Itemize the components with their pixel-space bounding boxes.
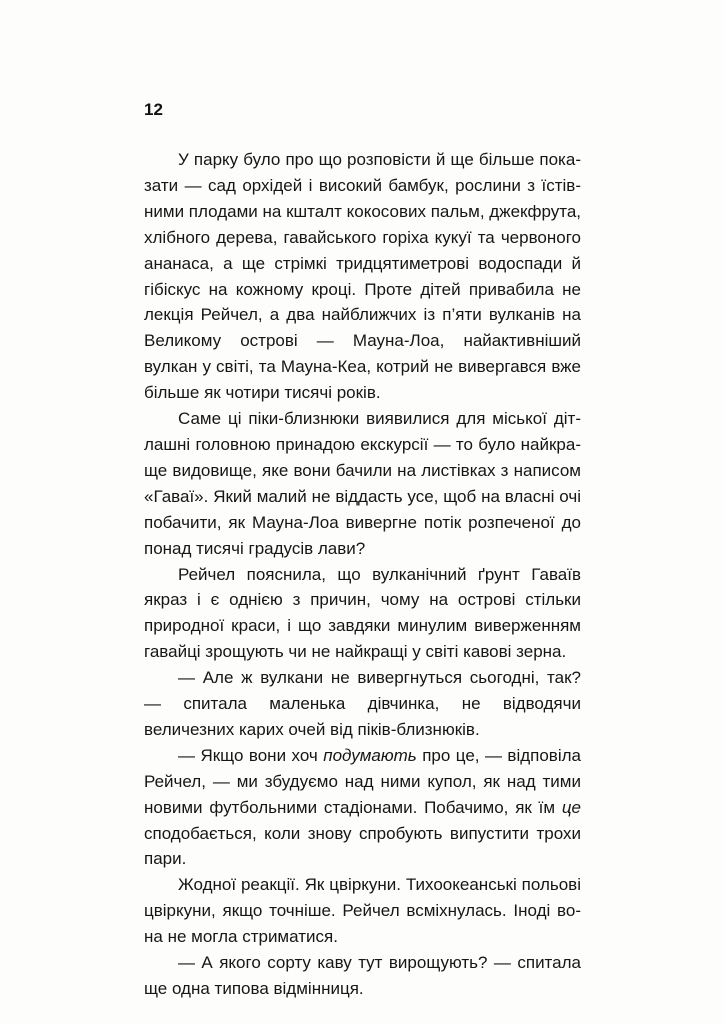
paragraph xyxy=(144,562,581,666)
paragraph-text: про це, — відповіла Рейчел, — ми збудуємо над ними купол, як над тими новими футбольними стадіонами. Побачимо, як їм xyxy=(144,745,581,817)
paragraph-text: Саме ці піки-близнюки виявилися для міської дітлашні головною принадою екскурсії — то було найкраще видовище, яке вони бачили на листівках з написом «Гаваї». Який малий не віддасть усе, щоб на власні очі побачити, як Мауна-Лоа вивергне потік розпеченої до понад тисячі градусів лави? xyxy=(144,409,581,558)
paragraph-text: — А якого сорту каву тут вирощують? — спитала ще одна типова відмінниця. xyxy=(144,953,581,998)
paragraph-text: — Але ж вулкани не вивергнуться сьогодні, так? — спитала маленька дівчинка, не відводячи величезних карих очей від піків-близнюків. xyxy=(144,668,581,739)
paragraph xyxy=(144,147,581,406)
paragraph xyxy=(144,950,581,1002)
paragraph-text: — Якщо вони хоч xyxy=(178,745,324,765)
paragraph xyxy=(144,665,581,743)
italic-text: подумають xyxy=(323,745,417,765)
paragraph-text: Рейчел пояснила, що вулканічний ґрунт Гаваїв якраз і є однією з причин, чому на острові стільки природної краси, і що завдяки минулим виверженням гавайці зрощують чи не найкращі у світі кавові зерна. xyxy=(144,564,581,662)
paragraph-text: У парку було про що розповісти й ще більше показати — сад орхідей і високий бамбук, рослини з їстівними плодами на кшталт кокосових пальм, джекфрута, хлібного дерева, гавайського горіха кукуї та червоного ананаса, а ще стрімкі тридцятиметрові водоспади й гібіскус на кожному кроці. Проте дітей привабила не лекція Рейчел, а два найближчих із п’яти вулканів на Великому острові — Мауна-Лоа, найактивніший вулкан у світі, та Мауна-Кеа, котрий не вивергався вже більше як чотири тисячі років. xyxy=(144,150,581,403)
paragraph xyxy=(144,406,581,561)
italic-text: це xyxy=(561,797,581,817)
paragraph xyxy=(144,743,581,873)
paragraph xyxy=(144,872,581,950)
paragraph-text: сподобається, коли знову спробують випустити трохи пари. xyxy=(144,823,581,869)
paragraph-text: Жодної реакції. Як цвіркуни. Тихоокеанські польові цвіркуни, якщо точніше. Рейчел всміхнулась. Іноді вона не могла стриматися. xyxy=(144,875,581,947)
text-body xyxy=(144,147,581,1002)
page-number: 12 xyxy=(144,100,163,119)
